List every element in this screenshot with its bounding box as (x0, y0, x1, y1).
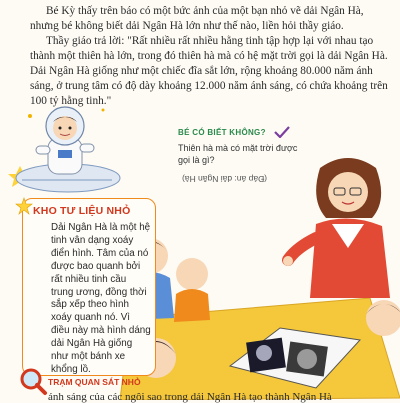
astronaut-boy-illustration (8, 96, 128, 206)
observation-label: TRẠM QUAN SÁT NHỎ (48, 377, 141, 387)
checkmark-icon (274, 126, 290, 138)
observation-banner (14, 372, 144, 392)
star-icon (15, 197, 33, 215)
did-you-know-title: BÉ CÓ BIẾT KHÔNG? (178, 128, 266, 137)
knowledge-box-text: Dải Ngân Hà là một hệ tinh vân dạng xoáy điển hình. Tâm của nó được bao quanh bởi rất nhiều tinh cầu trung ương, đồng thời sắp xếp theo hình xoáy quanh nó. Vì điều này mà hình dáng dải Ngân Hà giống như một bánh xe khổng lồ. (51, 222, 151, 375)
knowledge-box (22, 198, 156, 376)
intro-paragraph-1: Bé Kỳ thấy trên báo có một bức ảnh của một bạn nhỏ vẽ dải Ngân Hà, nhưng bé không biết dải Ngân Hà lớn như thế nào, liền hỏi thầy giáo. (30, 5, 364, 32)
classroom-illustration (120, 148, 400, 400)
intro-text (30, 4, 392, 109)
intro-paragraph-2: Thầy giáo trả lời: "Rất nhiều rất nhiều hằng tinh tập hợp lại với nhau tạo thành một thiên hà lớn, trong đó thiên hà mà có hệ mặt trời gọi là dải Ngân Hà. Dải Ngân Hà giống như một chiếc đĩa sắt lớn, rộng khoảng 80.000 năm ánh sáng, ở trung tâm có độ dày khoảng 12.000 năm ánh sáng, có chứa khoảng trên 100 tỷ hằng tinh." (30, 35, 388, 107)
did-you-know-question: Thiên hà mà có mặt trời được gọi là gì? (178, 143, 298, 165)
knowledge-box-title: KHO TƯ LIỆU NHỎ (33, 205, 131, 217)
magnifier-icon (18, 366, 48, 396)
did-you-know-answer: (Đáp án: dải Ngân Hà) (182, 174, 268, 184)
bottom-text: ánh sáng của các ngôi sao trong dải Ngân Hà tạo thành Ngân Hà (48, 391, 332, 403)
